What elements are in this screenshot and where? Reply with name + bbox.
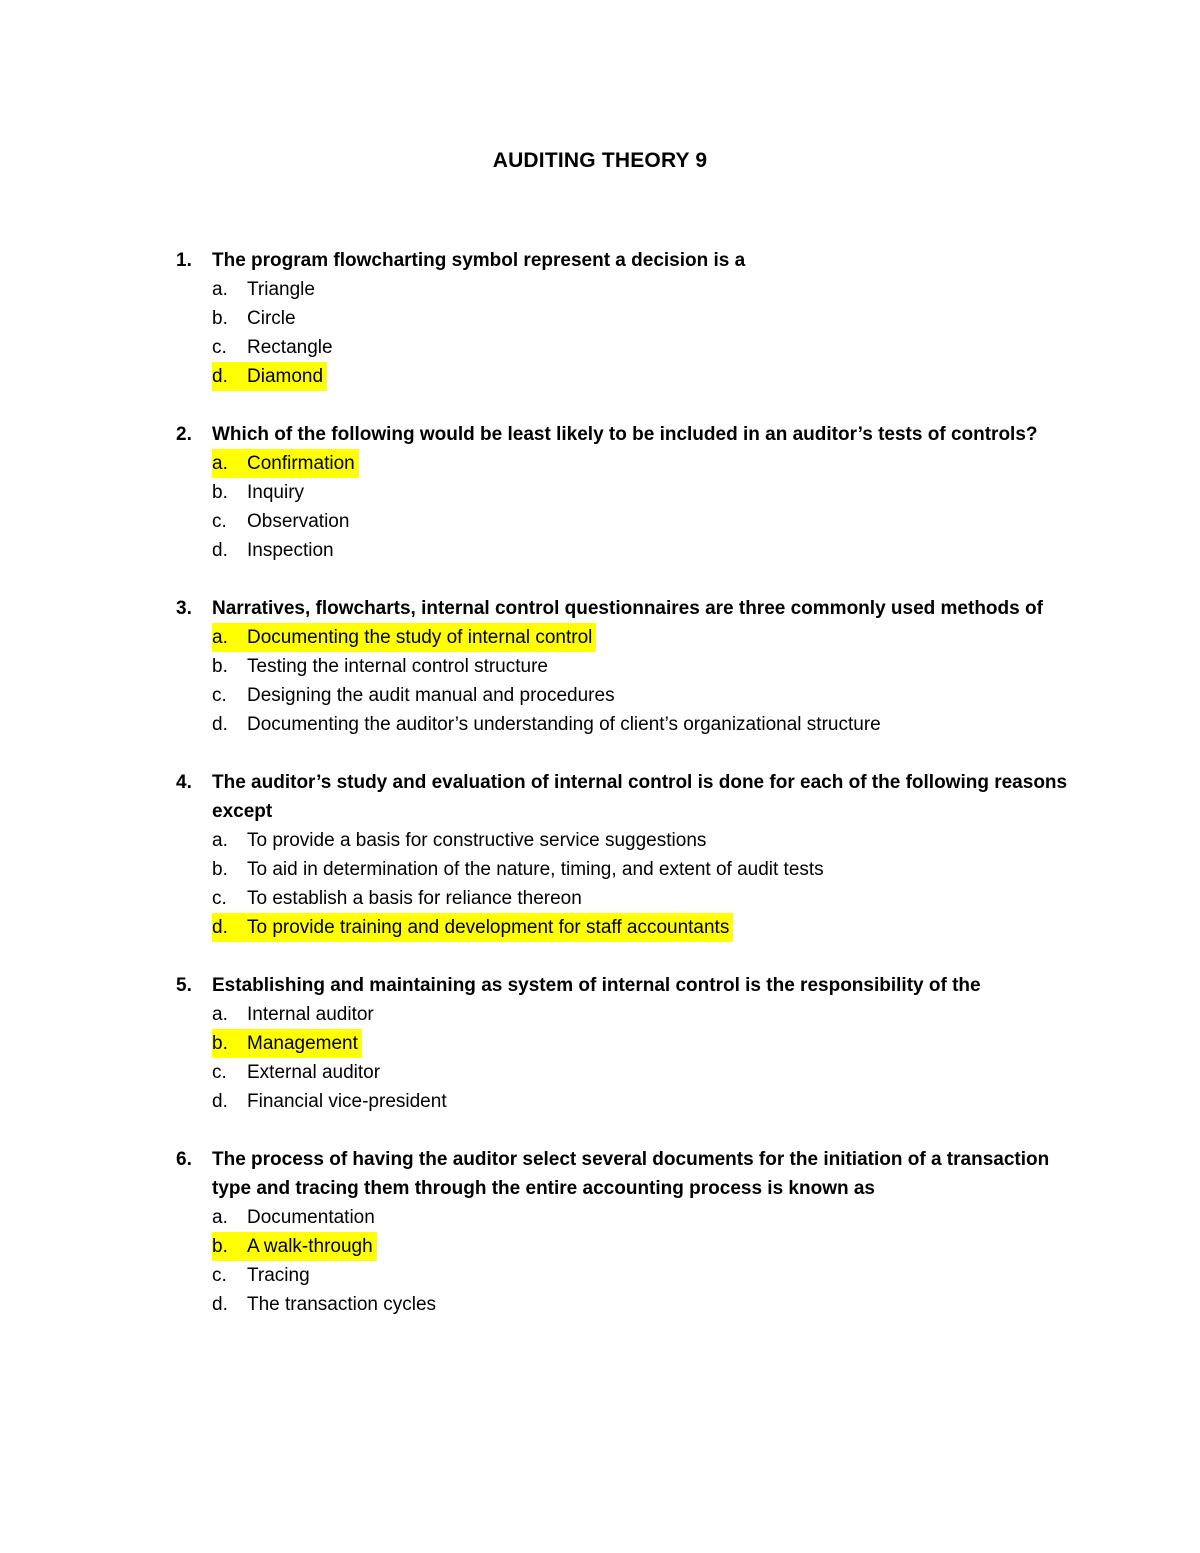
question-6 [0, 1145, 1200, 1319]
option-list [0, 275, 1200, 391]
option-label: Tracing [247, 1265, 310, 1286]
question-1 [0, 246, 1200, 391]
question-number: 2. [176, 424, 192, 445]
question-4 [0, 768, 1200, 942]
option-letter: a. [212, 1207, 228, 1228]
option-c [0, 333, 1200, 362]
option-a [0, 275, 1200, 304]
option-label: Designing the audit manual and procedures [247, 685, 615, 706]
option-b [0, 652, 1200, 681]
option-d [0, 913, 1200, 942]
option-label: To establish a basis for reliance thereon [247, 888, 582, 909]
option-label: Management [247, 1033, 358, 1054]
option-list [0, 623, 1200, 739]
option-label: Observation [247, 511, 350, 532]
option-letter: b. [212, 308, 228, 329]
option-label: Inspection [247, 540, 334, 561]
option-list [0, 1000, 1200, 1116]
option-letter: d. [212, 1091, 228, 1112]
option-label: Documenting the auditor’s understanding of client’s organizational structure [247, 714, 881, 735]
question-number: 6. [176, 1149, 192, 1170]
question-text: The process of having the auditor select several documents for the initiation of a transaction type and tracing them through the entire accounting process is known as [212, 1149, 1050, 1199]
question-5 [0, 971, 1200, 1116]
option-c [0, 681, 1200, 710]
question-number: 4. [176, 772, 192, 793]
option-label: Confirmation [247, 453, 355, 474]
option-a [0, 623, 1200, 652]
option-letter: a. [212, 279, 228, 300]
option-letter: c. [212, 1062, 227, 1083]
option-a [0, 1000, 1200, 1029]
option-b [0, 304, 1200, 333]
question-number: 3. [176, 598, 192, 619]
question-text: The auditor’s study and evaluation of internal control is done for each of the following reasons except [212, 772, 1068, 822]
option-letter: b. [212, 859, 228, 880]
option-letter: d. [212, 540, 228, 561]
option-d [0, 362, 1200, 391]
option-letter: c. [212, 1265, 227, 1286]
option-label: To provide a basis for constructive service suggestions [247, 830, 707, 851]
option-letter: a. [212, 1004, 228, 1025]
question-number: 5. [176, 975, 192, 996]
option-label: Rectangle [247, 337, 333, 358]
option-label: Diamond [247, 366, 324, 387]
option-letter: b. [212, 1033, 228, 1054]
option-letter: d. [212, 917, 228, 938]
option-letter: b. [212, 482, 228, 503]
option-label: Documentation [247, 1207, 375, 1228]
question-2 [0, 420, 1200, 565]
option-d [0, 1290, 1200, 1319]
option-b [0, 1029, 1200, 1058]
option-letter: a. [212, 830, 228, 851]
option-d [0, 710, 1200, 739]
option-label: A walk-through [247, 1236, 373, 1257]
option-c [0, 1261, 1200, 1290]
option-label: Documenting the study of internal control [247, 627, 593, 648]
question-number: 1. [176, 250, 192, 271]
question-text: Narratives, flowcharts, internal control questionnaires are three commonly used methods of [212, 598, 1043, 619]
option-label: Triangle [247, 279, 315, 300]
option-list [0, 826, 1200, 942]
option-letter: a. [212, 627, 228, 648]
option-label: Circle [247, 308, 296, 329]
option-label: The transaction cycles [247, 1294, 437, 1315]
option-d [0, 1087, 1200, 1116]
option-label: To provide training and development for staff accountants [247, 917, 730, 938]
option-c [0, 884, 1200, 913]
option-label: Testing the internal control structure [247, 656, 548, 677]
option-letter: b. [212, 656, 228, 677]
option-letter: d. [212, 714, 228, 735]
question-text: Establishing and maintaining as system of internal control is the responsibility of the [212, 975, 981, 996]
option-letter: a. [212, 453, 228, 474]
option-label: Internal auditor [247, 1004, 374, 1025]
option-label: External auditor [247, 1062, 381, 1083]
option-label: To aid in determination of the nature, timing, and extent of audit tests [247, 859, 824, 880]
option-a [0, 449, 1200, 478]
question-text: The program flowcharting symbol represent a decision is a [212, 250, 746, 271]
option-b [0, 855, 1200, 884]
option-letter: c. [212, 888, 227, 909]
option-b [0, 1232, 1200, 1261]
option-list [0, 449, 1200, 565]
option-label: Inquiry [247, 482, 305, 503]
question-text: Which of the following would be least likely to be included in an auditor’s tests of controls? [212, 424, 1038, 445]
option-b [0, 478, 1200, 507]
option-d [0, 536, 1200, 565]
option-letter: b. [212, 1236, 228, 1257]
question-3 [0, 594, 1200, 739]
option-letter: c. [212, 685, 227, 706]
option-c [0, 1058, 1200, 1087]
option-list [0, 1203, 1200, 1319]
page-title: AUDITING THEORY 9 [492, 149, 708, 172]
option-letter: c. [212, 337, 227, 358]
question-list [0, 246, 1200, 1348]
option-a [0, 826, 1200, 855]
option-letter: d. [212, 1294, 228, 1315]
option-letter: d. [212, 366, 228, 387]
option-a [0, 1203, 1200, 1232]
option-label: Financial vice-president [247, 1091, 447, 1112]
option-c [0, 507, 1200, 536]
option-letter: c. [212, 511, 227, 532]
